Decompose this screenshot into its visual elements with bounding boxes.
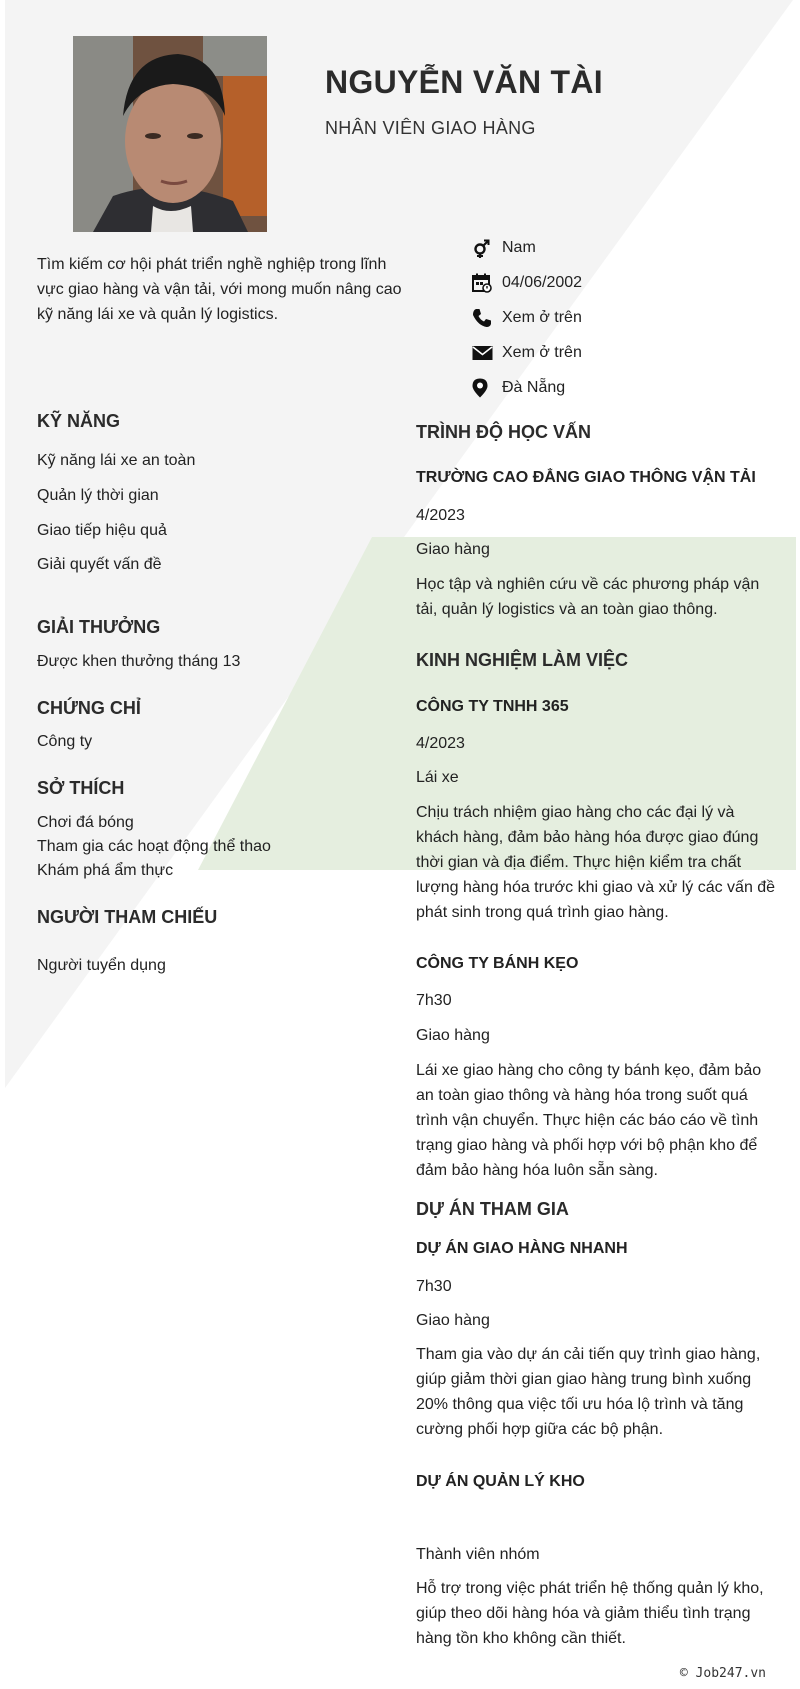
certificates-title: CHỨNG CHỈ <box>37 698 141 718</box>
job-description: Chịu trách nhiệm giao hàng cho các đại lý và khách hàng, đảm bảo hàng hóa được giao đúng thời gian và địa điểm. Thực hiện kiểm tra chất lượng hàng hóa trước khi giao và xử lý các vấn đề phát sinh trong quá trình giao hàng. <box>416 804 776 921</box>
info-email-value: Xem ở trên <box>502 343 582 361</box>
info-gender <box>472 230 772 265</box>
skill-item: Quản lý thời gian <box>37 487 159 504</box>
education-title: TRÌNH ĐỘ HỌC VẤN <box>416 422 591 442</box>
career-objective: Tìm kiếm cơ hội phát triển nghề nghiệp trong lĩnh vực giao hàng và vận tải, với mong muốn nâng cao kỹ năng lái xe và quản lý logistics. <box>37 256 402 323</box>
candidate-role: NHÂN VIÊN GIAO HÀNG <box>325 118 536 138</box>
job-company: CÔNG TY BÁNH KẸO <box>416 955 579 972</box>
project-role: Thành viên nhóm <box>416 1546 540 1563</box>
reference-item: Người tuyển dụng <box>37 957 166 974</box>
references-title: NGƯỜI THAM CHIẾU <box>37 907 218 927</box>
job-position: Lái xe <box>416 769 459 786</box>
awards-title: GIẢI THƯỞNG <box>37 617 161 637</box>
info-birthday <box>472 265 772 300</box>
gender-icon <box>472 237 502 259</box>
education-school: TRƯỜNG CAO ĐẲNG GIAO THÔNG VẬN TẢI <box>416 469 756 486</box>
hobby-item: Tham gia các hoạt động thể thao <box>37 838 271 855</box>
calendar-icon <box>472 272 502 294</box>
education-major: Giao hàng <box>416 541 490 558</box>
education-date: 4/2023 <box>416 507 465 524</box>
job-position: Giao hàng <box>416 1027 490 1044</box>
project-description: Tham gia vào dự án cải tiến quy trình giao hàng, giúp giảm thời gian giao hàng trung bình xuống 20% thông qua việc tối ưu hóa lộ trình và tăng cường phối hợp giữa các bộ phận. <box>416 1346 761 1438</box>
footer-watermark: © Job247.vn <box>679 1666 766 1681</box>
info-phone-value: Xem ở trên <box>502 308 582 326</box>
hobby-item: Chơi đá bóng <box>37 814 134 831</box>
job-date: 4/2023 <box>416 735 465 752</box>
project-role: Giao hàng <box>416 1312 490 1329</box>
project-description: Hỗ trợ trong việc phát triển hệ thống quản lý kho, giúp theo dõi hàng hóa và giảm thiểu tình trạng hàng tồn kho không cần thiết. <box>416 1580 764 1647</box>
job-date: 7h30 <box>416 992 452 1009</box>
info-address <box>472 370 772 405</box>
location-pin-icon <box>472 377 502 399</box>
hobbies-title: SỞ THÍCH <box>37 778 125 798</box>
skill-item: Giao tiếp hiệu quả <box>37 522 167 539</box>
info-gender-value: Nam <box>502 238 536 256</box>
personal-info <box>472 230 772 405</box>
phone-icon <box>472 307 502 329</box>
info-address-value: Đà Nẵng <box>502 378 566 396</box>
info-phone <box>472 300 772 335</box>
job-company: CÔNG TY TNHH 365 <box>416 698 569 715</box>
skill-item: Kỹ năng lái xe an toàn <box>37 452 196 469</box>
info-birthday-value: 04/06/2002 <box>502 273 583 291</box>
hobby-item: Khám phá ẩm thực <box>37 862 174 879</box>
skills-title: KỸ NĂNG <box>37 411 121 431</box>
candidate-name: NGUYỄN VĂN TÀI <box>325 64 603 100</box>
project-name: DỰ ÁN GIAO HÀNG NHANH <box>416 1240 628 1257</box>
project-date: 7h30 <box>416 1278 452 1295</box>
education-description: Học tập và nghiên cứu về các phương pháp vận tải, quản lý logistics và an toàn giao thông. <box>416 576 760 618</box>
info-email <box>472 335 772 370</box>
projects-title: DỰ ÁN THAM GIA <box>416 1199 569 1219</box>
certificate-item: Công ty <box>37 733 93 750</box>
skill-item: Giải quyết vấn đề <box>37 556 162 573</box>
award-item: Được khen thưởng tháng 13 <box>37 653 241 670</box>
profile-photo <box>73 36 267 232</box>
envelope-icon <box>472 342 502 364</box>
experience-title: KINH NGHIỆM LÀM VIỆC <box>416 650 629 670</box>
project-name: DỰ ÁN QUẢN LÝ KHO <box>416 1473 585 1490</box>
job-description: Lái xe giao hàng cho công ty bánh kẹo, đảm bảo an toàn giao thông và hàng hóa trong suốt quá trình vận chuyển. Thực hiện các báo cáo về tình trạng giao hàng và phối hợp với bộ phận kho để đảm bảo hàng hóa luôn sẵn sàng. <box>416 1062 762 1179</box>
